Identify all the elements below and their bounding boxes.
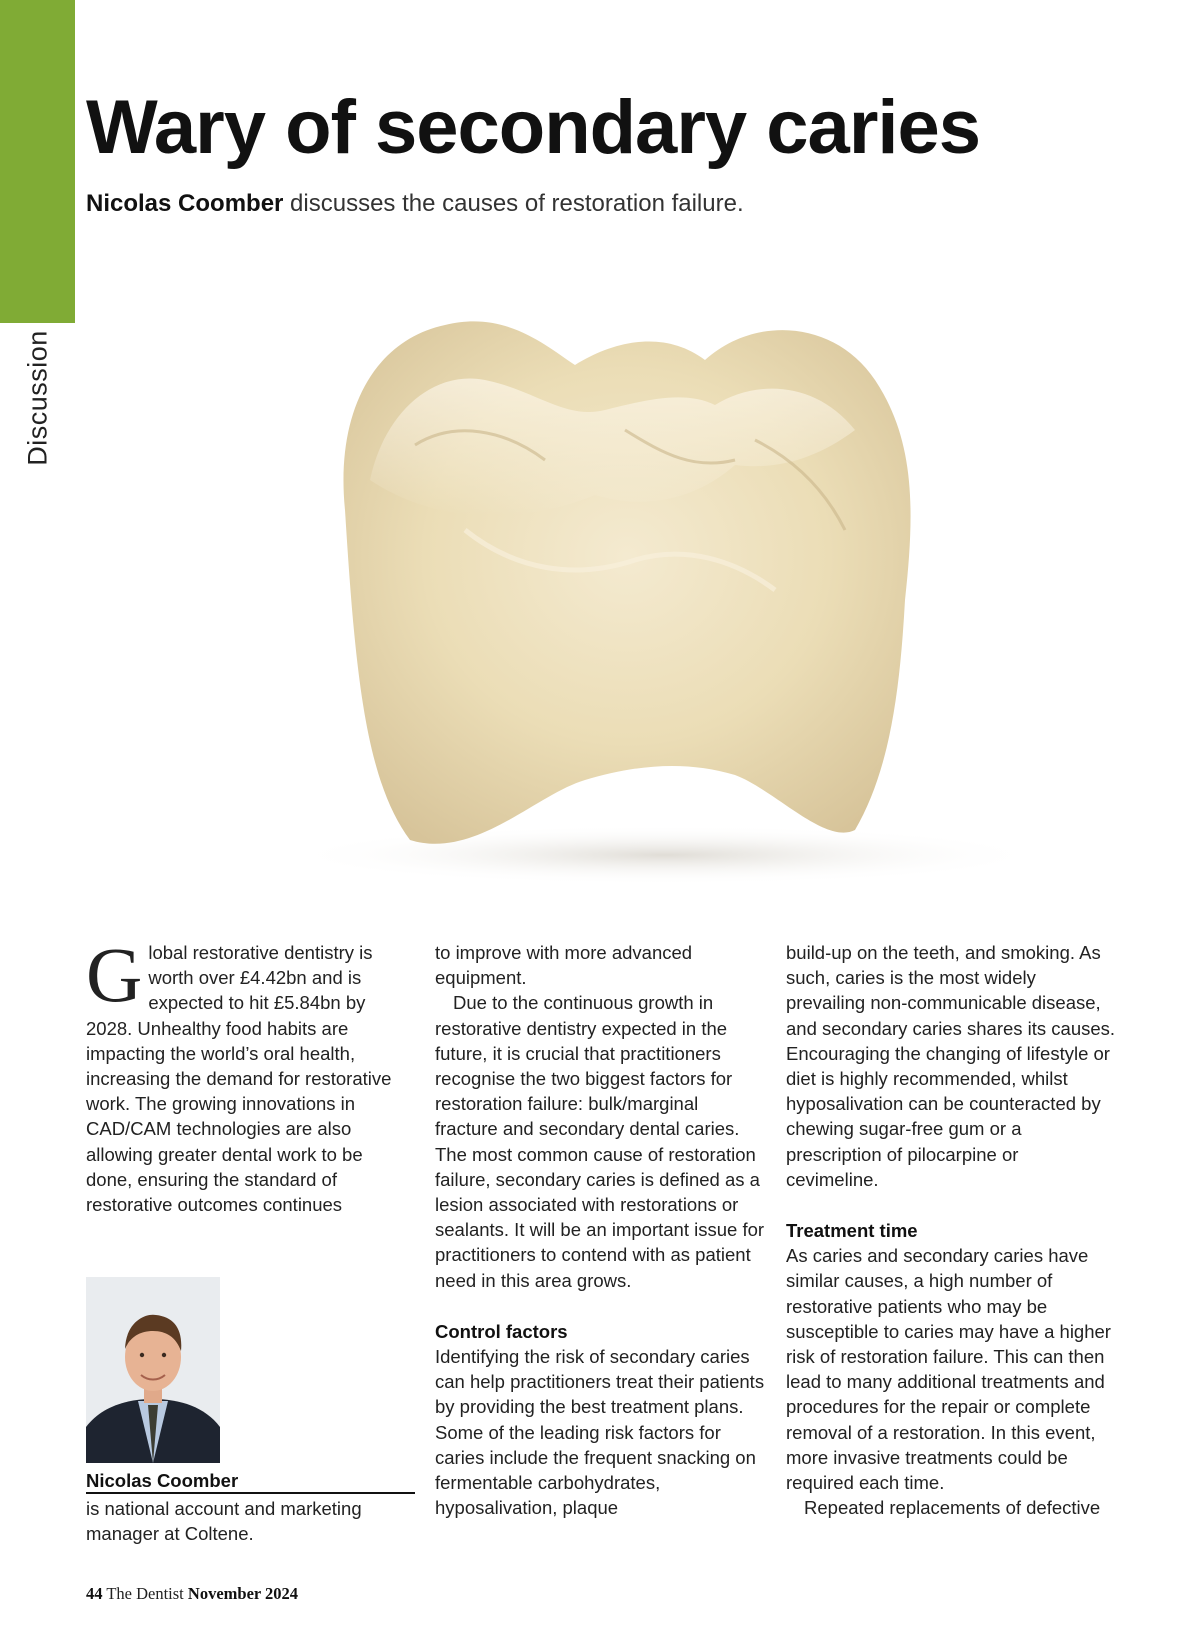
author-photo (86, 1277, 220, 1463)
subtitle-text: discusses the causes of restoration failure. (283, 190, 744, 217)
author-name: Nicolas Coomber (86, 1470, 239, 1491)
section-label: Discussion (22, 330, 53, 466)
section-heading-treatment-time: Treatment time (786, 1220, 918, 1242)
body-paragraph: Due to the continuous growth in restorative dentistry expected in the future, it is crucial that practitioners recognise the two biggest factors for restoration failure: bulk/marginal fracture and secondary dental caries. The most common cause of restoration failure, secondary caries is defined as a lesion associated with restorations or sealants. It will be an important issue for practitioners to contend with as patient need in this area grows. (435, 992, 765, 1291)
body-paragraph: to improve with more advanced equipment. (435, 942, 693, 989)
drop-cap: G (86, 931, 143, 1018)
body-paragraph: As caries and secondary caries have similar causes, a high number of restorative patients who may be susceptible to caries may have a higher risk of restoration failure. This can then lead to many additional treatments and procedures for the repair or complete removal of a restoration. In this event, more invasive treatments could be required each time. (786, 1245, 1111, 1494)
page-number: 44 (86, 1584, 103, 1603)
issue-date: November 2024 (187, 1584, 299, 1603)
body-paragraph: Identifying the risk of secondary caries can help practitioners treat their patients by providing the best treatment plans. Some of the leading risk factors for caries include the frequent snacking on fermentable carbohydrates, hyposalivation, plaque (435, 1346, 765, 1519)
article-column-3 (786, 940, 1116, 1520)
author-divider (86, 1492, 415, 1494)
page-footer (86, 1584, 298, 1604)
author-role: is national account and marketing manager at Coltene. (86, 1498, 362, 1544)
publication-name: The Dentist (102, 1584, 188, 1603)
body-paragraph: Repeated replacements of defective (804, 1497, 1101, 1519)
section-heading-control-factors: Control factors (435, 1320, 568, 1342)
body-paragraph: build-up on the teeth, and smoking. As such, caries is the most widely prevailing non-communicable disease, and secondary caries shares its causes. Encouraging the changing of lifestyle or diet is highly recommended, whilst hyposalivation can be counteracted by chewing sugar-free gum or a prescription of pilocarpine or cevimeline. (786, 942, 1116, 1190)
article-column-2 (435, 940, 765, 1520)
intro-paragraph: lobal restorative dentistry is worth over £4.42bn and is expected to hit £5.84bn by 2028. Unhealthy food habits are impacting the world’s oral health, increasing the demand for restorative work. The growing innovations in CAD/CAM technologies are also allowing greater dental work to be done, ensuring the standard of restorative outcomes continues (86, 942, 392, 1216)
article-title: Wary of secondary caries (86, 85, 981, 170)
section-color-tab (0, 0, 75, 323)
dental-crown-image (215, 270, 1105, 890)
article-subtitle (86, 190, 744, 218)
subtitle-author: Nicolas Coomber (86, 190, 284, 217)
article-column-1 (86, 931, 406, 1217)
